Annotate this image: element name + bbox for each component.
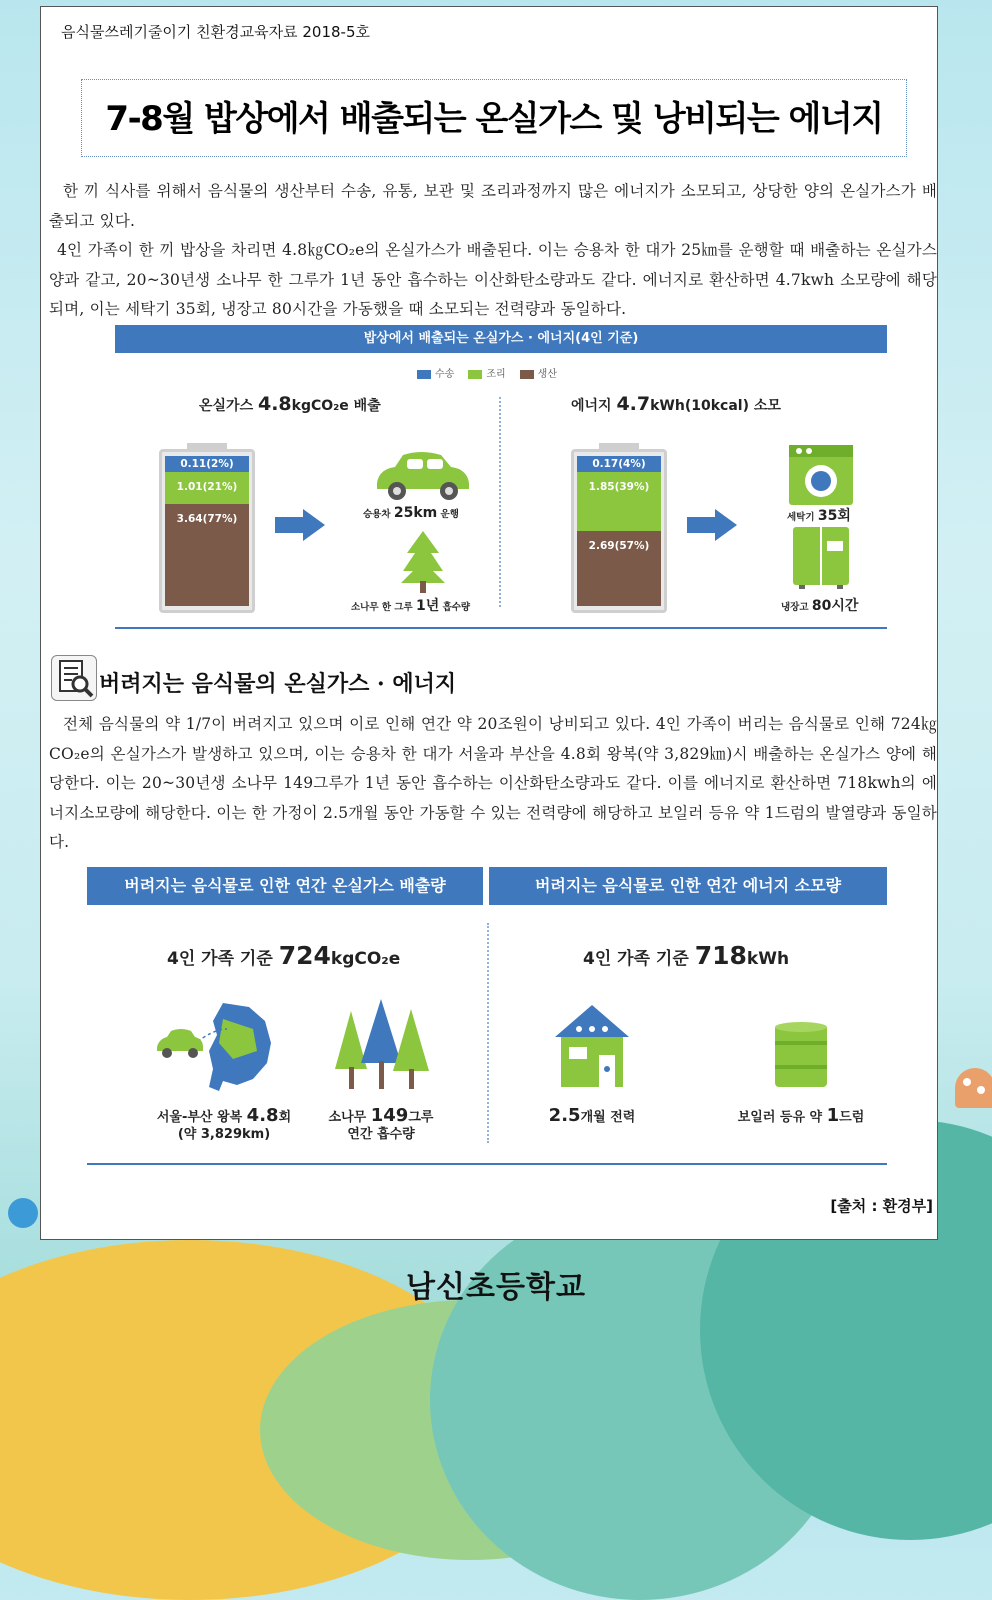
- caption-subline: 연간 흡수량: [347, 1127, 415, 1142]
- car-caption: [363, 505, 459, 521]
- intro-paragraph-2-text: 4인 가족이 한 끼 밥상을 차리면 4.8㎏CO₂e의 온실가스가 배출된다. 이는 승용차 한 대가 25㎞를 운행할 때 배출하는 온실가스 양과 같고, 20~30년생 소나무 한 그루가 1년 동안 흡수하는 이산화탄소량과도 같다. 에너지로 환산하면 4.7kwh 소모량에 해당되며, 이는 세탁기 35회, 냉장고 80시간을 가동했을 때 소모되는 전력량과 동일하다.: [49, 241, 937, 318]
- basis-label: 4인 가족 기준: [583, 949, 689, 969]
- battery-segment-transport: 0.11(2%): [165, 456, 249, 472]
- caption-value: 1: [826, 1105, 840, 1126]
- caption-line: [149, 1107, 299, 1126]
- caption-value: 1년: [416, 598, 440, 614]
- tree-decoration: [8, 1198, 38, 1228]
- infographic-meal-emissions: [107, 319, 891, 633]
- caption-suffix: 회: [278, 1110, 292, 1125]
- legend-swatch: [417, 370, 431, 379]
- battery-segment-production: 2.69(57%): [577, 531, 661, 606]
- battery-segment-cooking: 1.85(39%): [577, 472, 661, 531]
- arrow-icon-head: [715, 509, 737, 541]
- caption-prefix: 소나무: [328, 1110, 367, 1125]
- korea-map-icon: [153, 999, 289, 1095]
- legend-item: [520, 365, 557, 380]
- infographic-wasted-food: [81, 857, 893, 1169]
- infographic-footer-line: [87, 1163, 887, 1165]
- divider: [487, 923, 489, 1143]
- caption-value: 80시간: [811, 598, 859, 614]
- section-title: 버려지는 음식물의 온실가스 · 에너지: [99, 671, 457, 697]
- emissions-panel-header: 버려지는 음식물로 인한 연간 온실가스 배출량: [87, 867, 483, 905]
- legend-swatch: [520, 370, 534, 379]
- caption-prefix: 보일러 등유 약: [737, 1110, 823, 1125]
- infographic-banner: 밥상에서 배출되는 온실가스 · 에너지(4인 기준): [115, 325, 887, 353]
- caption-suffix: 그루: [408, 1110, 434, 1125]
- legend-swatch: [468, 370, 482, 379]
- divider: [499, 397, 501, 607]
- battery-segment-transport: 0.17(4%): [577, 456, 661, 472]
- forest-icon: [331, 999, 431, 1091]
- heading-unit: kgCO₂e 배출: [291, 398, 381, 414]
- arrow-icon: [687, 517, 715, 533]
- power-caption: [533, 1107, 651, 1126]
- caption-prefix: 서울-부산 왕복: [156, 1110, 243, 1125]
- legend: [417, 365, 557, 380]
- total-value: 724: [278, 941, 331, 970]
- section-paragraph: 전체 음식물의 약 1/7이 버려지고 있으며 이로 인해 연간 약 20조원이 낭비되고 있다. 4인 가족이 버리는 음식물로 인해 724㎏CO₂e의 온실가스가 발생하고 있으며, 이는 승용차 한 대가 서울과 부산을 4.8회 왕복(약 3,829㎞)시 배출하는 온실가스 양에 해당한다. 이는 20~30년생 소나무 149그루가 1년 동안 흡수하는 이산화탄소량과도 같다. 이를 에너지로 환산하면 718kwh의 에너지소모량에 해당한다. 이는 한 가정이 2.5개월 동안 가동할 수 있는 전력량에 해당하고 보일러 등유 약 1드럼의 발열량과 동일하다.: [49, 715, 937, 851]
- caption-suffix: 드럼: [839, 1110, 865, 1125]
- caption-subline: (약 3,829km): [177, 1127, 271, 1142]
- battery-segment-cooking: 1.01(21%): [165, 472, 249, 504]
- total-unit: kWh: [746, 949, 790, 969]
- caption-prefix: 승용차: [363, 509, 391, 520]
- heading-prefix: 에너지: [571, 398, 612, 414]
- legend-label: 수송: [435, 369, 455, 380]
- source-credit: [출처 : 환경부]: [830, 1197, 933, 1215]
- title-box: [81, 79, 907, 157]
- heading-value: 4.7: [616, 393, 651, 415]
- caption-suffix: 흡수량: [442, 602, 471, 613]
- document-search-icon: [51, 655, 97, 701]
- legend-item: [417, 365, 454, 380]
- legend-label: 조리: [486, 369, 506, 380]
- battery-segment-production: 3.64(77%): [165, 504, 249, 606]
- arrow-icon: [275, 517, 303, 533]
- total-value: 718: [694, 941, 747, 970]
- total-unit: kgCO₂e: [330, 949, 401, 969]
- washer-caption: [787, 505, 851, 525]
- caption-prefix: 냉장고: [781, 602, 809, 613]
- document-page: [40, 6, 938, 1240]
- energy-battery: [571, 449, 667, 613]
- pine-caption: [325, 1107, 437, 1143]
- seoul-busan-caption: [149, 1107, 299, 1143]
- caption-value: 35회: [817, 508, 851, 524]
- refrigerator-icon: [793, 527, 849, 589]
- oil-caption: [731, 1107, 871, 1126]
- heading-prefix: 온실가스: [199, 398, 254, 414]
- legend-label: 생산: [537, 369, 557, 380]
- infographic-footer-line: [115, 627, 887, 629]
- caption-value: 25km: [393, 505, 438, 521]
- tree-caption: [351, 595, 470, 615]
- oil-drum-icon: [775, 1021, 827, 1091]
- basis-label: 4인 가족 기준: [167, 949, 273, 969]
- energy-panel-header: 버려지는 음식물로 인한 연간 에너지 소모량: [489, 867, 887, 905]
- mushroom-decoration: [955, 1068, 992, 1108]
- legend-item: [468, 365, 505, 380]
- emissions-battery: [159, 449, 255, 613]
- washing-machine-icon: [789, 445, 853, 505]
- caption-suffix: 개월 전력: [580, 1110, 636, 1125]
- arrow-icon-head: [303, 509, 325, 541]
- house-icon: [555, 1005, 629, 1089]
- caption-prefix: 세탁기: [787, 512, 815, 523]
- caption-line: [325, 1107, 437, 1126]
- school-name: 남신초등학교: [406, 1270, 586, 1305]
- caption-value: 149: [370, 1105, 409, 1126]
- series-header: 음식물쓰레기줄이기 친환경교육자료 2018-5호: [61, 23, 370, 41]
- energy-heading: [571, 393, 781, 415]
- energy-total: [583, 941, 789, 970]
- heading-unit: kWh(10kcal) 소모: [650, 398, 781, 414]
- fridge-caption: [781, 595, 858, 615]
- emissions-total: [167, 941, 400, 970]
- emissions-heading: [199, 393, 381, 415]
- caption-value: 4.8: [246, 1105, 279, 1126]
- heading-value: 4.8: [257, 393, 292, 415]
- caption-prefix: 소나무 한 그루: [351, 602, 413, 613]
- car-icon: [369, 449, 473, 503]
- pine-tree-icon: [399, 531, 447, 593]
- caption-suffix: 운행: [440, 509, 459, 520]
- intro-paragraph-2: [49, 236, 937, 325]
- page-title: 7-8월 밥상에서 배출되는 온실가스 및 낭비되는 에너지: [105, 99, 883, 139]
- caption-value: 2.5: [548, 1105, 581, 1126]
- intro-paragraph-1: 한 끼 식사를 위해서 음식물의 생산부터 수송, 유통, 보관 및 조리과정까지 많은 에너지가 소모되고, 상당한 양의 온실가스가 배출되고 있다.: [49, 182, 937, 230]
